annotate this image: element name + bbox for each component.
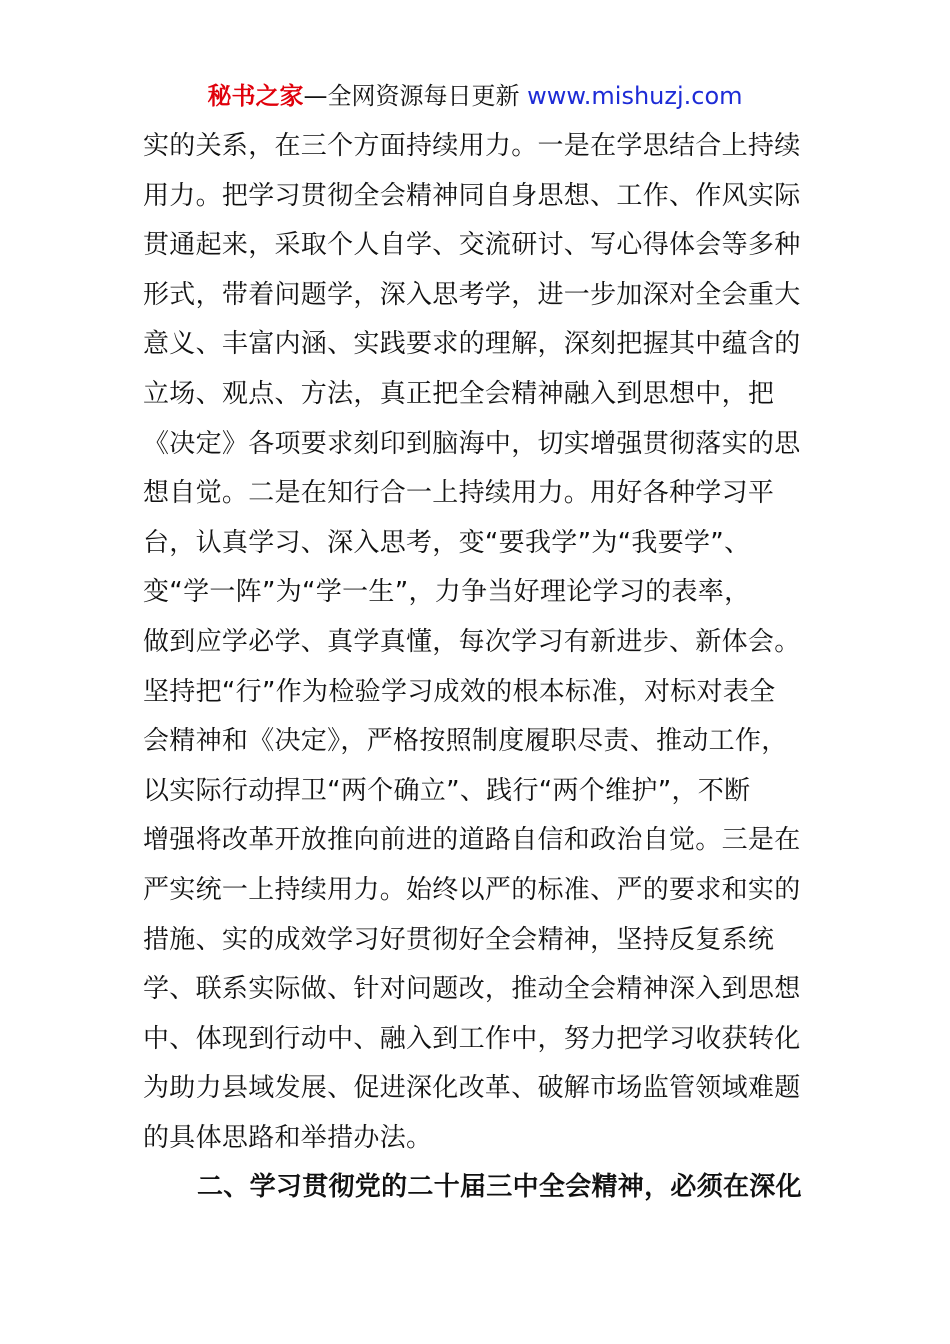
body-line: 形式，带着问题学，深入思考学，进一步加深对全会重大 xyxy=(143,279,801,310)
body-line: 意义、丰富内涵、实践要求的理解，深刻把握其中蕴含的 xyxy=(143,329,801,360)
section-heading: 二、学习贯彻党的二十届三中全会精神，必须在深化 xyxy=(197,1172,802,1203)
body-line: 贯通起来，采取个人自学、交流研讨、写心得体会等多种 xyxy=(143,230,801,261)
body-line: 《决定》各项要求刻印到脑海中，切实增强贯彻落实的思 xyxy=(143,428,801,459)
body-line: 立场、观点、方法，真正把全会精神融入到思想中，把 xyxy=(143,378,775,409)
body-line: 想自觉。二是在知行合一上持续用力。用好各种学习平 xyxy=(143,478,775,509)
body-line: 用力。把学习贯彻全会精神同自身思想、工作、作风实际 xyxy=(143,180,801,211)
body-line: 中、体现到行动中、融入到工作中，努力把学习收获转化 xyxy=(143,1023,801,1054)
body-line: 变“学一阵”为“学一生”，力争当好理论学习的表率， xyxy=(143,577,751,608)
body-line: 增强将改革开放推向前进的道路自信和政治自觉。三是在 xyxy=(143,825,801,856)
body-line: 以实际行动捍卫“两个确立”、践行“两个维护”，不断 xyxy=(143,775,751,806)
body-line: 严实统一上持续用力。始终以严的标准、严的要求和实的 xyxy=(143,874,801,905)
body-line: 坚持把“行”作为检验学习成效的根本标准，对标对表全 xyxy=(143,676,776,707)
brand-name: 秘书之家 xyxy=(207,82,304,110)
body-line: 实的关系，在三个方面持续用力。一是在学思结合上持续 xyxy=(143,131,801,161)
body-line: 学、联系实际做、针对问题改，推动全会精神深入到思想 xyxy=(143,974,801,1005)
header-tagline: —全网资源每日更新 xyxy=(303,82,528,110)
site-url[interactable]: www.mishuzj.com xyxy=(527,82,743,110)
body-line: 台，认真学习、深入思考，变“要我学”为“我要学”、 xyxy=(143,527,751,558)
document-body xyxy=(143,122,823,1213)
body-line: 做到应学必学、真学真懂，每次学习有新进步、新体会。 xyxy=(143,626,801,657)
body-line: 为助力县域发展、促进深化改革、破解市场监管领域难题 xyxy=(143,1073,801,1104)
body-line: 会精神和《决定》，严格按照制度履职尽责、推动工作， xyxy=(143,726,788,757)
site-header xyxy=(0,80,950,112)
body-line: 措施、实的成效学习好贯彻好全会精神，坚持反复系统 xyxy=(143,924,775,955)
body-line: 的具体思路和举措办法。 xyxy=(143,1122,433,1153)
